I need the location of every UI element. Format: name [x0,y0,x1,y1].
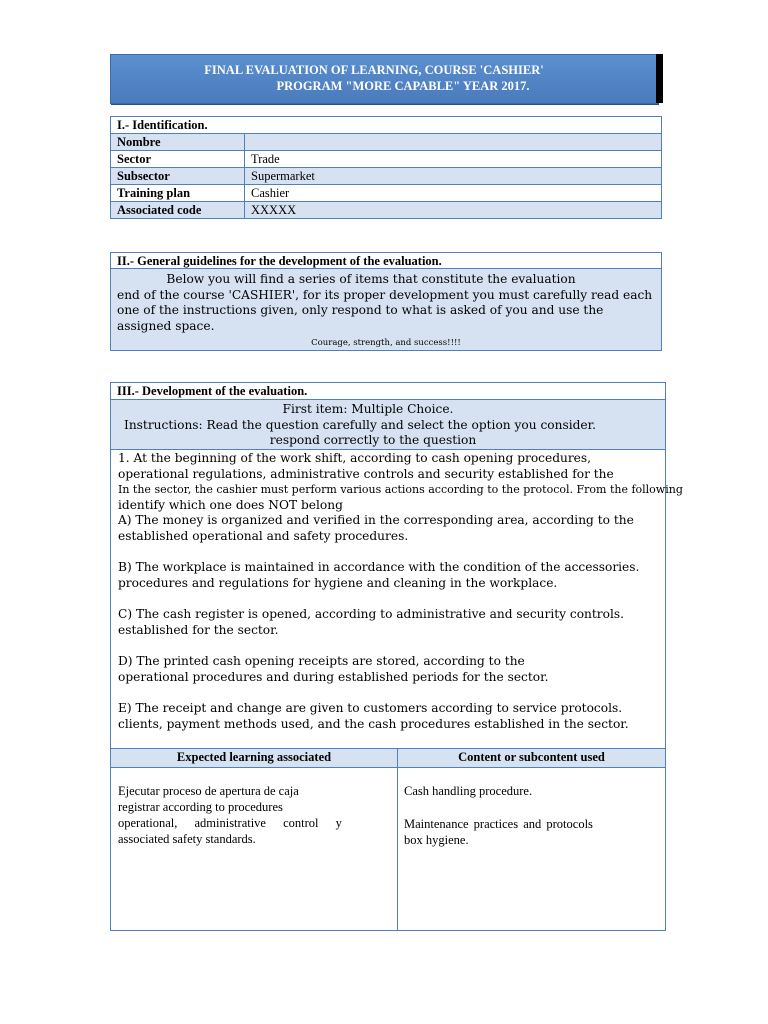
cell-line: box hygiene. [404,833,469,847]
option-d[interactable]: D) The printed cash opening receipts are stored, according to the [118,654,525,668]
guidelines-body [110,269,662,351]
identification-heading: I.- Identification. [111,117,662,134]
instruction-line: respond correctly to the question [269,433,477,447]
question-line: operational regulations, administrative controls and security established for the [118,467,614,481]
instruction-line: First item: Multiple Choice. [282,402,454,416]
question-line: identify which one does NOT belong [118,498,343,512]
row-value: Trade [245,151,662,168]
row-label: Associated code [111,202,245,219]
name-field [245,134,662,151]
row-label: Sector [111,151,245,168]
col-header-content: Content or subcontent used [458,750,605,764]
option-c-cont: established for the sector. [118,623,279,637]
question-line: 1. At the beginning of the work shift, according to cash opening procedures, [118,451,592,465]
option-e[interactable]: E) The receipt and change are given to customers according to service protocols. [118,701,623,715]
development-heading: III.- Development of the evaluation. [110,382,666,400]
instruction-line: Instructions: Read the question carefully and select the option you consider. [124,417,596,432]
learning-table-header [111,749,665,768]
cell-line: operational, administrative control y [118,816,342,830]
option-b[interactable]: B) The workplace is maintained in accordance with the condition of the accessories. [118,560,640,574]
identification-section [110,116,660,219]
option-c[interactable]: C) The cash register is opened, according to administrative and security controls. [118,607,624,621]
cell-line: registrar according to procedures [118,800,283,814]
table-row [111,185,662,202]
identification-table [110,116,662,219]
option-a-text: A) The money is organized and verified in the corresponding area, according to the [118,513,634,527]
row-value: Cashier [245,185,662,202]
option-a-cont: established operational and safety procedures. [118,529,409,543]
row-label: Subsector [111,168,245,185]
question-line: In the sector, the cashier must perform various actions according to the protocol. From the following [118,483,683,496]
table-row [111,202,662,219]
cell-line: Maintenance practices and protocols [404,817,593,831]
content-cell [404,783,628,848]
row-value: Supermarket [245,168,662,185]
cell-line: Cash handling procedure. [404,784,533,798]
row-value: XXXXX [245,202,662,219]
title-line-1: FINAL EVALUATION OF LEARNING, COURSE 'CASHIER' [204,63,544,77]
title-line-2: PROGRAM "MORE CAPABLE" YEAR 2017. [276,79,530,93]
guidelines-line: end of the course 'CASHIER', for its proper development you must carefully read each [117,287,653,302]
table-row [111,134,662,151]
table-row [111,168,662,185]
guidelines-motto: Courage, strength, and success!!!! [311,338,461,348]
cell-line: Ejecutar proceso de apertura de caja [118,784,299,798]
instructions-box [110,400,666,450]
banner-shadow [656,54,663,103]
option-a[interactable] [118,513,737,529]
option-d-cont: operational procedures and during established periods for the sector. [118,670,549,684]
row-label: Nombre [111,134,245,151]
option-e-cont: clients, payment methods used, and the cash procedures established in the sector. [118,717,629,731]
table-row [111,151,662,168]
guidelines-line: Below you will find a series of items that constitute the evaluation [166,272,576,286]
cell-line: associated safety standards. [118,832,256,846]
guidelines-line: assigned space. [117,318,215,333]
learning-table [110,748,666,931]
title-banner [110,54,658,104]
row-label: Training plan [111,185,245,202]
question-block [110,450,683,748]
option-b-cont: procedures and regulations for hygiene and cleaning in the workplace. [118,576,558,590]
guidelines-heading: II.- General guidelines for the development of the evaluation. [110,252,662,269]
guidelines-line: one of the instructions given, only respond to what is asked of you and use the [117,303,604,317]
column-divider [397,749,398,930]
col-header-expected: Expected learning associated [176,750,332,764]
expected-learning-cell [118,783,389,847]
